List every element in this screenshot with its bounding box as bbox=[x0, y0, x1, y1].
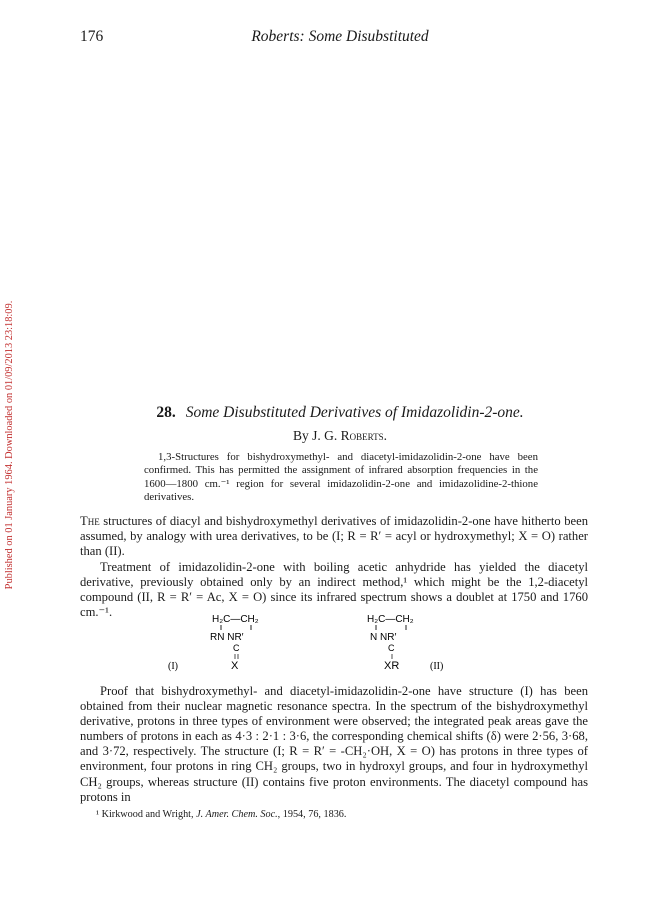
body-paragraph-3 bbox=[80, 684, 588, 805]
struct-2-mid: N⁠ ⁠NR′ bbox=[370, 632, 397, 643]
download-watermark bbox=[4, 125, 20, 765]
running-header bbox=[80, 28, 600, 50]
struct-2-xr: XR bbox=[384, 660, 400, 672]
struct-2-carbon: C bbox=[388, 643, 395, 653]
article-number: 28. bbox=[156, 404, 176, 421]
struct-2-label: (II) bbox=[430, 661, 444, 672]
footnote-journal: J. Amer. Chem. Soc. bbox=[196, 809, 278, 820]
structure-svg bbox=[168, 612, 512, 674]
struct-2-top: H₂C—CH₂ bbox=[367, 614, 414, 625]
byline-prefix: By J. G. bbox=[293, 428, 338, 443]
struct-1-carbon: C bbox=[233, 643, 240, 653]
download-watermark-text: Published on 01 January 1964. Downloaded on 01/09/2013 23:18:09. bbox=[4, 300, 15, 590]
author-name: Roberts. bbox=[340, 428, 387, 443]
page-number: 176 bbox=[80, 28, 104, 45]
paragraph-1-text: structures of diacyl and bishydroxymethyl derivatives of imidazolidin-2-one have hitherto been assumed, by analogy with urea derivatives, to be (I; R = R′ = acyl or hydroxymethyl; X = O) rather than (II). bbox=[80, 514, 588, 559]
paragraph-2-text: Treatment of imidazolidin-2-one with boiling acetic anhydride has yielded the diacetyl derivative, previously obtained only by an indirect method,¹ which might be the 1,2-diacetyl compound (II, R = R′ = Ac, X = O) since its infrared spectrum shows a doublet at 1750 and 1760 cm.⁻¹. bbox=[80, 560, 588, 620]
abstract-text: 1,3-Structures for bishydroxymethyl- and diacetyl-imidazolidin-2-one have been confirmed. This has permitted the assignment of infrared absorption frequencies in the 1600—1800 cm.⁻¹ region for several imidazolidin-2-one and imidazolidine-2-thione derivatives. bbox=[144, 451, 538, 504]
footnote-authors: Kirkwood and Wright, bbox=[101, 809, 194, 820]
structure-diagram bbox=[168, 612, 512, 674]
paragraph-lead: The bbox=[80, 514, 100, 528]
struct-1-top: H₂C—CH₂ bbox=[212, 614, 259, 625]
body-paragraph-1 bbox=[80, 514, 588, 559]
struct-1-x: X bbox=[231, 660, 239, 672]
abstract bbox=[144, 451, 538, 505]
byline bbox=[80, 428, 600, 444]
running-title: Roberts: Some Disubstituted bbox=[251, 28, 429, 45]
footnote-mark: ¹ bbox=[96, 809, 100, 820]
paragraph-3-text: Proof that bishydroxymethyl- and diacetyl-imidazolidin-2-one have structure (I) has been obtained from their nuclear magnetic resonance spectra. In the spectrum of the bishydroxymethyl derivative, protons in three types of environment were observed; the integrated peak areas gave the numbers of protons in each as 4·3 : 2·1 : 3·6, the corresponding chemical shifts (δ) were 2·56, 3·68, and 3·72, respectively. The structure (I; R = R′ = ‑CH₂·OH, X = O) has protons in three types of environment, four protons in ring CH₂ groups, two in hydroxyl groups, and four in hydroxymethyl CH₂ groups, whereas structure (II) contains five proton environments. The diacetyl compound has protons in bbox=[80, 684, 588, 804]
struct-1-label: (I) bbox=[168, 661, 178, 672]
footnote bbox=[96, 809, 596, 820]
article-title-text: Some Disubstituted Derivatives of Imidazolidin-2-one. bbox=[185, 404, 524, 421]
footnote-citation: , 1954, 76, 1836. bbox=[277, 809, 347, 820]
article-title bbox=[80, 404, 600, 422]
struct-1-mid: RN⁠ ⁠NR′ bbox=[210, 632, 244, 643]
